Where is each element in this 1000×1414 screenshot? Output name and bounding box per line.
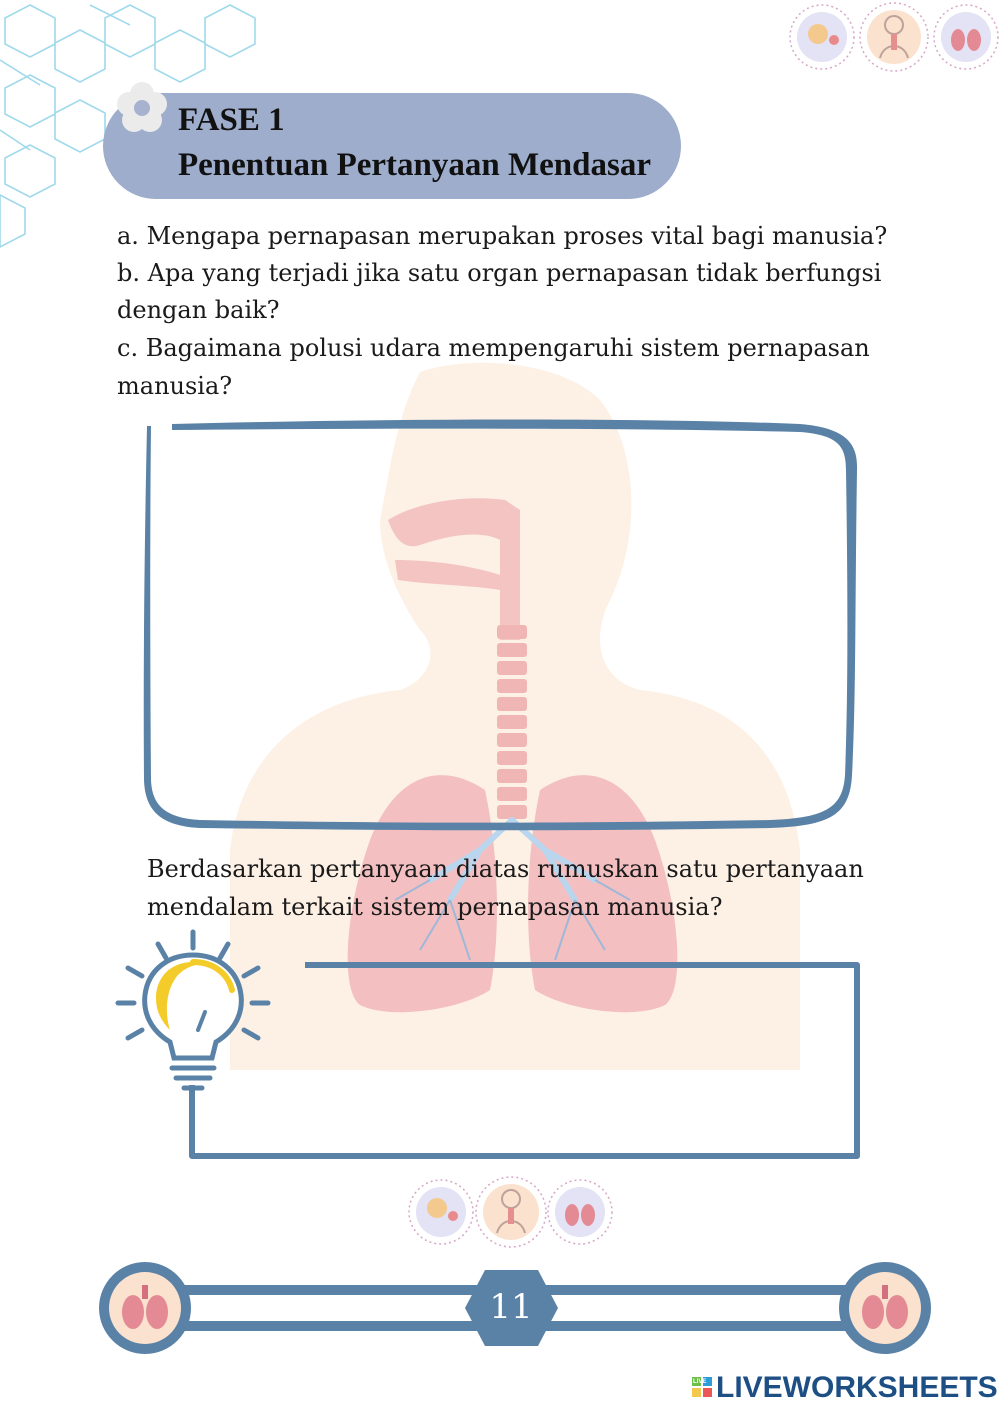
- answer-input-1[interactable]: [172, 446, 836, 810]
- question-a: a. Mengapa pernapasan merupakan proses vital bagi manusia?: [117, 222, 888, 250]
- question-c-line2: manusia?: [117, 372, 233, 400]
- question-b-line1: b. Apa yang terjadi jika satu organ pernapasan tidak berfungsi: [117, 259, 882, 287]
- bottom-icon-breathing: [409, 1180, 473, 1244]
- top-icon-throat: [860, 3, 928, 71]
- flower-icon: [117, 82, 167, 132]
- page-number: 11: [489, 1287, 533, 1327]
- instruction-line1: Berdasarkan pertanyaan diatas rumuskan satu pertanyaan: [147, 855, 864, 883]
- answer-input-2[interactable]: [290, 980, 844, 1144]
- bottom-icon-lungs: [548, 1180, 612, 1244]
- top-icon-breathing: [790, 5, 854, 69]
- bottom-icon-throat: [476, 1177, 546, 1247]
- question-b-line2: dengan baik?: [117, 296, 280, 324]
- top-icon-lungs: [934, 5, 998, 69]
- instruction-line2: mendalam terkait sistem pernapasan manusia?: [147, 893, 723, 921]
- question-c-line1: c. Bagaimana polusi udara mempengaruhi sistem pernapasan: [117, 334, 870, 362]
- phase-label: FASE 1: [178, 102, 285, 138]
- liveworksheets-text: LIVEWORKSHEETS: [716, 1371, 998, 1404]
- liveworksheets-logo: [692, 1370, 998, 1406]
- phase-title: [178, 98, 651, 188]
- phase-subtitle: Penentuan Pertanyaan Mendasar: [178, 147, 651, 183]
- live-badge: LIVE: [693, 1379, 707, 1385]
